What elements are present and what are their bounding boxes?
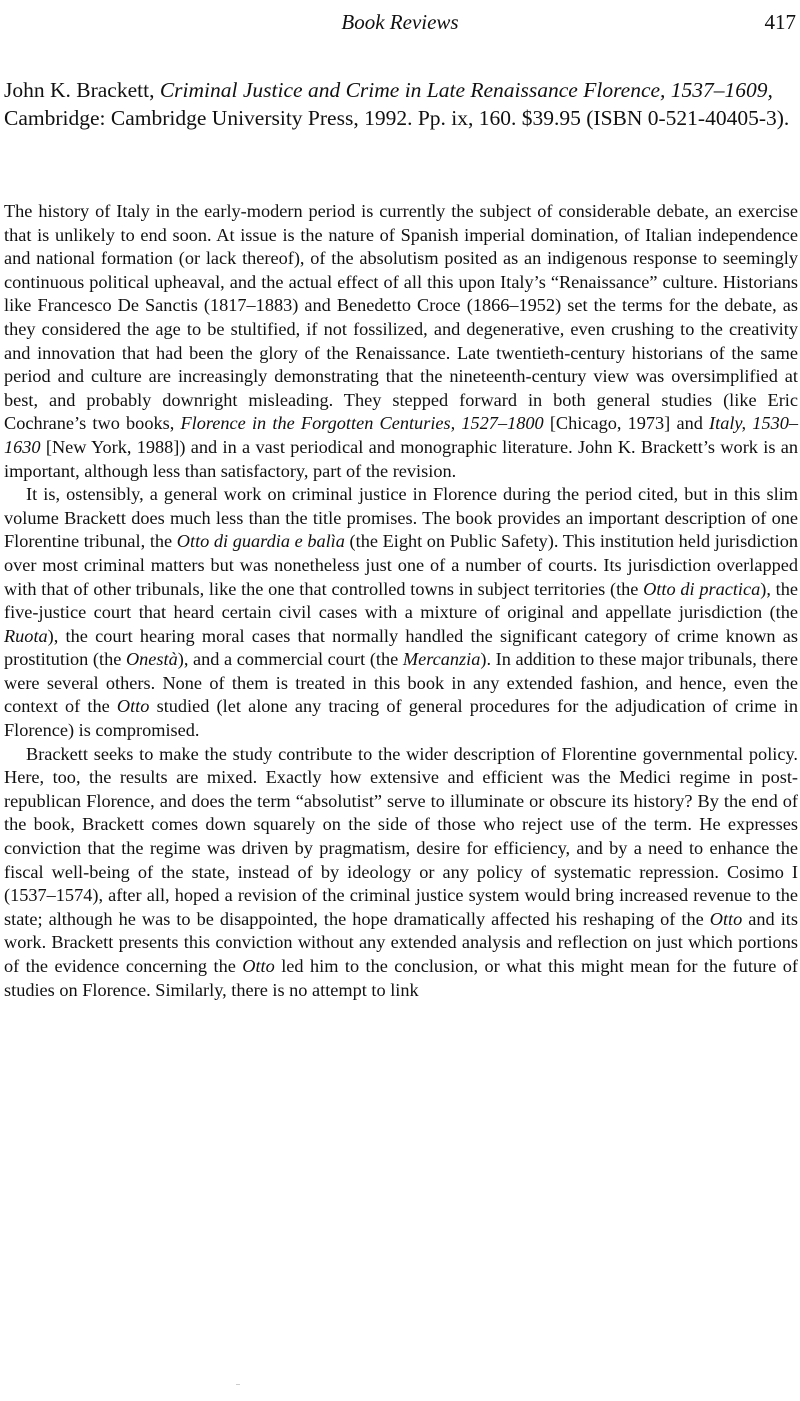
italic-text-run: Otto [116, 696, 150, 717]
italic-text-run: Florence in the Forgotten Centuries, 1527–1800 [180, 413, 544, 434]
text-run: The history of Italy in the early-modern period is currently the subject of considerable debate, an exercise that is unlikely to end soon. At issue is the nature of Spanish imperial domination, of Italian independence and national formation (or lack thereof), of the absolutism posited as an indigenous response to seemingly continuous political upheaval, and the actual effect of all this upon Italy’s “Renaissance” culture. Historians like Francesco De Sanctis (1817–1883) and Benedetto Croce (1866–1952) set the terms for the debate, as they considered the age to be stultified, if not fossilized, and degenerative, even crushing to the creativity and innovation that had been the glory of the Renaissance. Late twentieth-century historians of the same period and culture are increasingly demonstrating that the nineteenth-century view was oversimplified at best, and probably downright misleading. They stepped forward in both general studies (like Eric Cochrane’s two books, [4, 201, 798, 434]
italic-text-run: Otto di guardia e balìa [176, 531, 345, 552]
text-run: (the Eight on Public Safety). This institution held jurisdiction over most criminal matters but was nonetheless just one of a number of courts. Its jurisdiction overlapped with that of other tribunals, like the one that controlled towns in subject territories (the [4, 531, 798, 599]
text-run: and its work. Brackett presents this conviction without any extended analysis and reflection on just which portions of the evidence concerning the [4, 908, 798, 976]
text-run: Brackett seeks to make the study contribute to the wider description of Florentine governmental policy. Here, too, the results are mixed. Exactly how extensive and efficient was the Medici regime in post-republican Florence, and does the term “absolutist” serve to illuminate or obscure its history? By the end of the book, Brackett comes down squarely on the side of those who reject use of the term. He expresses conviction that the regime was driven by pragmatism, desire for efficiency, and by a need to enhance the fiscal well-being of the state, instead of by ideology or any policy of systematic repression. Cosimo I (1537–1574), after all, hoped a revision of the criminal justice system would bring increased revenue to the state; although he was to be disappointed, the hope dramatically affected his reshaping of the [4, 743, 798, 929]
italic-text-run: Onestà [125, 649, 178, 670]
italic-text-run: Mercanzia [402, 649, 481, 670]
review-body [4, 200, 798, 1002]
page-header [0, 6, 800, 40]
italic-text-run: Otto [709, 908, 743, 929]
book-citation [4, 76, 794, 132]
text-run: ), and a commercial court (the [177, 649, 403, 670]
italic-text-run: Italy, 1530–1630 [4, 413, 799, 457]
text-run: [New York, 1988]) and in a vast periodical and monographic literature. John K. Brackett’s work is an important, although less than satisfactory, part of the revision. [4, 436, 798, 481]
page-number: 417 [764, 10, 796, 34]
text-run: [Chicago, 1973] and [543, 413, 710, 434]
italic-text-run: Otto [242, 956, 275, 976]
running-head: Book Reviews [341, 10, 459, 34]
citation-author: John K. Brackett, [4, 78, 155, 102]
review-paragraph [4, 743, 798, 1003]
text-run: It is, ostensibly, a general work on criminal justice in Florence during the period cited, but in this slim volume Brackett does much less than the title promises. The book provides an important description of one Florentine tribunal, the [4, 484, 798, 552]
italic-text-run: Otto di practica [643, 578, 761, 599]
page-mark [236, 1384, 240, 1385]
review-paragraph [4, 200, 798, 483]
text-run: ), the court hearing moral cases that normally handled the significant category of crime known as prostitution (the [4, 625, 798, 670]
text-run: ). In addition to these major tribunals, there were several others. None of them is treated in this book in any extended fashion, and hence, even the context of the [4, 649, 798, 717]
citation-publisher: Cambridge: Cambridge University Press, 1992. Pp. ix, 160. $39.95 (ISBN 0-521-40405-3). [4, 106, 790, 130]
citation-book-title: Criminal Justice and Crime in Late Renaissance Florence, 1537–1609, [159, 78, 773, 102]
text-run: led him to the conclusion, or what this might mean for the future of studies on Florence. Similarly, there is no attempt to link [4, 956, 798, 1000]
text-run: studied (let alone any tracing of general procedures for the adjudication of crime in Florence) is compromised. [4, 696, 798, 741]
text-run: ), the five-justice court that heard certain civil cases with a mixture of original and appellate jurisdiction (the [4, 578, 798, 623]
italic-text-run: Ruota [4, 625, 48, 646]
review-paragraph [4, 483, 798, 743]
